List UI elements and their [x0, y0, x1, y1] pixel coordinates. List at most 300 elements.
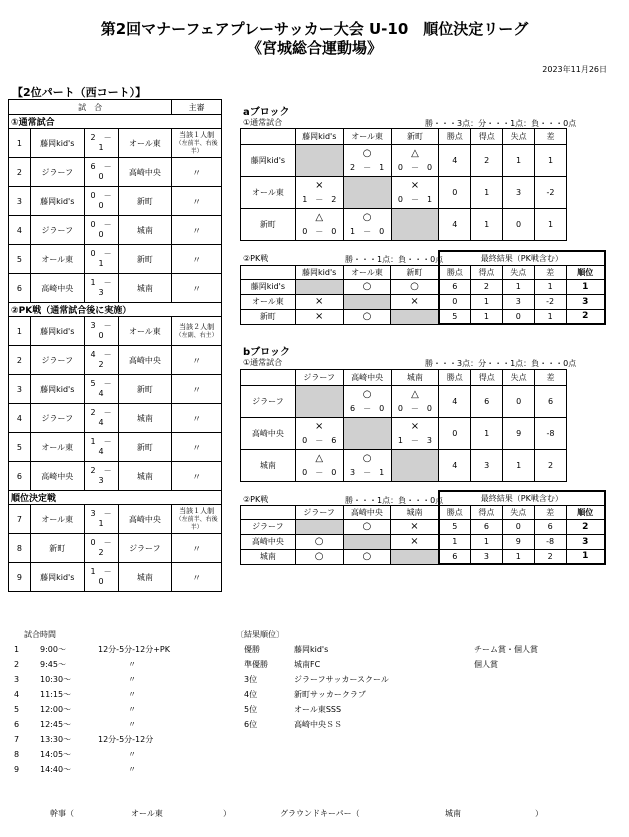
pk-result: × [391, 519, 439, 534]
final-stat: 1 [470, 534, 502, 549]
pk-result: ○ [343, 519, 391, 534]
away-team: オール東 [118, 317, 172, 346]
result-place: 6位 [244, 720, 258, 729]
match-score-cell [84, 129, 118, 158]
result-cell [391, 177, 439, 209]
schedule-number: 4 [14, 690, 20, 699]
block-a-normal-table [240, 128, 567, 241]
schedule-row [14, 702, 214, 717]
result-cell [391, 418, 439, 450]
self-match-cell [343, 418, 391, 450]
standings-row [241, 177, 567, 209]
stat-value: -2 [535, 177, 567, 209]
home-team: 藤岡kid's [30, 317, 84, 346]
result-cell [391, 386, 439, 418]
result-team: 高崎中央ＳＳ [294, 720, 342, 729]
stat-header: 得点 [471, 370, 503, 386]
team-header: 新町 [391, 129, 439, 145]
result-cell [343, 209, 391, 241]
match-score-cell [84, 534, 118, 563]
match-score-cell [84, 433, 118, 462]
self-match-cell [391, 209, 439, 241]
standings-row [241, 450, 567, 482]
match-score-cell [84, 274, 118, 303]
home-team: オール東 [30, 505, 84, 534]
stat-value: 4 [439, 209, 471, 241]
stat-value: 1 [471, 418, 503, 450]
result-symbol: △ [411, 389, 419, 400]
stat-value: 0 [503, 386, 535, 418]
match-score-cell [84, 404, 118, 433]
final-stat: 6 [439, 279, 471, 294]
schedule-format: 〃 [128, 660, 136, 669]
match-number: 6 [9, 462, 31, 491]
schedule-row [14, 747, 214, 762]
result-symbol: △ [315, 453, 324, 464]
self-match-cell [343, 177, 391, 209]
groundkeeper-label: グラウンドキーパー（ [280, 809, 360, 818]
pk-result: ○ [295, 549, 343, 564]
result-symbol: × [315, 421, 324, 432]
schedule-time: 14:40～ [40, 765, 72, 774]
corner-cell [241, 129, 296, 145]
team-header: ジラーフ [295, 370, 343, 386]
pk-row [241, 549, 606, 564]
block-b-pk-points: 勝・・・1点：負・・・0点 [345, 496, 444, 505]
stat-value: 1 [535, 209, 567, 241]
schedule-time: 13:30～ [40, 735, 72, 744]
self-match-cell [391, 309, 439, 324]
referee-cell [172, 346, 222, 375]
rank-header: 順位 [566, 505, 605, 519]
stat-value: 2 [535, 450, 567, 482]
schedule-number: 2 [14, 660, 20, 669]
final-rank: 3 [566, 534, 605, 549]
stat-header: 得点 [471, 129, 503, 145]
pk-result: ○ [343, 309, 391, 324]
result-team: 城南FC [294, 660, 321, 669]
referee-cell [172, 404, 222, 433]
result-cell [343, 145, 391, 177]
result-wrap [344, 145, 391, 176]
match-header: 試 合 [9, 100, 172, 115]
referee-header: 主審 [172, 100, 222, 115]
match-row [9, 433, 222, 462]
kanji-label: 幹事（ [50, 809, 74, 818]
referee-cell [172, 317, 222, 346]
results-label: 〔結果順位〕 [236, 630, 284, 639]
match-score: 2 － 3 [90, 466, 120, 485]
result-cell [295, 418, 343, 450]
result-row [244, 702, 604, 717]
stat-value: 1 [503, 450, 535, 482]
result-award [474, 687, 604, 702]
match-score-cell [84, 375, 118, 404]
stat-header: 勝点 [439, 129, 471, 145]
result-award: チーム賞・個人賞 [474, 645, 538, 654]
self-match-cell [295, 519, 343, 534]
away-team: 高崎中央 [118, 158, 172, 187]
result-row [244, 642, 604, 657]
pk-row [241, 309, 606, 324]
stat-header: 失点 [502, 265, 534, 279]
team-header: オール東 [343, 129, 391, 145]
final-stat: 3 [470, 549, 502, 564]
final-stat: 6 [470, 519, 502, 534]
final-stat: 1 [439, 534, 471, 549]
team-name: 高崎中央 [241, 418, 296, 450]
team-header: 城南 [391, 370, 439, 386]
standings-row [241, 386, 567, 418]
home-team: 藤岡kid's [30, 375, 84, 404]
match-number: 6 [9, 274, 31, 303]
referee: 〃 [192, 414, 202, 425]
away-team: 城南 [118, 274, 172, 303]
result-score: 6 － 0 [349, 404, 385, 413]
result-award: 個人賞 [474, 660, 498, 669]
result-wrap [392, 177, 439, 208]
stat-value: 1 [471, 209, 503, 241]
pk-result: × [295, 294, 343, 309]
stat-header: 得点 [470, 505, 502, 519]
self-match-cell [343, 534, 391, 549]
result-award [474, 672, 604, 687]
match-number: 7 [9, 505, 31, 534]
home-team: 藤岡kid's [30, 129, 84, 158]
stat-value: 1 [471, 177, 503, 209]
stat-value: -8 [535, 418, 567, 450]
team-header: ジラーフ [295, 505, 343, 519]
venue-title: 《宮城総合運動場》 [246, 39, 382, 57]
schedule-time: 14:05～ [40, 750, 72, 759]
away-team: 新町 [118, 187, 172, 216]
final-rank: 1 [566, 279, 605, 294]
result-team: 新町サッカークラブ [294, 690, 366, 699]
schedule-format: 〃 [128, 690, 136, 699]
match-score: 3 － 0 [90, 321, 120, 340]
referee: 〃 [192, 544, 202, 555]
schedule-time: 11:15～ [40, 690, 72, 699]
final-stat: 0 [439, 294, 471, 309]
stat-value: 0 [439, 177, 471, 209]
document-date: 2023年11月26日 [542, 65, 607, 74]
block-b-normal-label: ①通常試合 [243, 358, 283, 367]
away-team: ジラーフ [118, 534, 172, 563]
result-wrap [392, 145, 439, 176]
home-team: 藤岡kid's [30, 187, 84, 216]
match-schedule-table [8, 99, 222, 592]
result-row [244, 657, 604, 672]
home-team: オール東 [30, 245, 84, 274]
home-team: 高崎中央 [30, 462, 84, 491]
result-score: 0 － 0 [397, 163, 433, 172]
away-team: 城南 [118, 563, 172, 592]
referee-cell [172, 462, 222, 491]
result-row [244, 717, 604, 732]
away-team: 城南 [118, 404, 172, 433]
result-place: 5位 [244, 705, 258, 714]
stat-header: 勝点 [439, 370, 471, 386]
schedule-time: 12:45～ [40, 720, 72, 729]
schedule-format: 〃 [128, 675, 136, 684]
referee: 〃 [192, 443, 202, 454]
final-rank: 2 [566, 519, 605, 534]
home-team: オール東 [30, 433, 84, 462]
match-score: 6 － 0 [90, 162, 120, 181]
team-header: 藤岡kid's [295, 265, 343, 279]
away-team: 高崎中央 [118, 505, 172, 534]
result-score: 1 － 3 [397, 436, 433, 445]
result-team: ジラーフサッカースクール [294, 675, 389, 684]
result-symbol: ○ [362, 212, 372, 223]
final-stat: 3 [502, 294, 534, 309]
match-row [9, 462, 222, 491]
match-score-cell [84, 462, 118, 491]
result-cell [295, 177, 343, 209]
schedule-format: 〃 [128, 750, 136, 759]
match-score-cell [84, 317, 118, 346]
referee: 〃 [192, 573, 202, 584]
final-stat: 6 [439, 549, 471, 564]
match-row [9, 375, 222, 404]
standings-row [241, 209, 567, 241]
referee-cell [172, 129, 222, 158]
block-b-normal-points: 勝・・・3点：分・・・1点：負・・・0点 [425, 359, 577, 368]
referee-cell [172, 534, 222, 563]
pk-row [241, 534, 606, 549]
result-score: 0 － 6 [302, 436, 337, 445]
stat-header: 失点 [503, 370, 535, 386]
stat-header: 勝点 [439, 505, 471, 519]
referee-note: （左副、右主） [175, 331, 218, 339]
team-header: オール東 [343, 265, 391, 279]
result-place: 3位 [244, 675, 258, 684]
stat-value: 0 [439, 418, 471, 450]
final-rank: 3 [566, 294, 605, 309]
referee-cell [172, 433, 222, 462]
referee-cell [172, 216, 222, 245]
match-number: 8 [9, 534, 31, 563]
standings-row [241, 145, 567, 177]
final-result-header: 最終結果（PK戦含む） [439, 491, 605, 505]
result-score: 3 － 1 [349, 468, 385, 477]
referee-note: （左前半、右後半） [175, 515, 218, 531]
result-cell [295, 209, 343, 241]
final-stat: 1 [502, 279, 534, 294]
pk-result: ○ [391, 279, 439, 294]
result-wrap [344, 450, 391, 481]
final-rank: 2 [566, 309, 605, 324]
stat-value: 0 [503, 209, 535, 241]
final-stat: 2 [471, 279, 503, 294]
result-wrap [344, 209, 391, 240]
block-b-title: bブロック [243, 347, 290, 358]
home-team: 藤岡kid's [30, 563, 84, 592]
match-score: 2 － 1 [90, 133, 120, 152]
schedule-row [14, 657, 214, 672]
match-score: 1 － 4 [90, 437, 120, 456]
stat-header: 差 [535, 129, 567, 145]
match-number: 1 [9, 129, 31, 158]
result-place: 4位 [244, 690, 258, 699]
stat-header: 差 [535, 370, 567, 386]
block-a-normal-label: ①通常試合 [243, 118, 283, 127]
schedule-time: 10:30～ [40, 675, 72, 684]
corner-cell [241, 370, 296, 386]
block-a-pk-points: 勝・・・1点：負・・・0点 [345, 255, 444, 264]
away-team: 新町 [118, 245, 172, 274]
match-number: 3 [9, 375, 31, 404]
schedule-row [14, 687, 214, 702]
referee-cell [172, 563, 222, 592]
pk-result: × [295, 309, 343, 324]
kanji-close: ） [223, 809, 231, 818]
self-match-cell [295, 145, 343, 177]
result-score: 2 － 1 [350, 163, 385, 172]
home-team: ジラーフ [30, 216, 84, 245]
stat-value: 1 [503, 145, 535, 177]
result-row [244, 672, 604, 687]
match-number: 3 [9, 187, 31, 216]
pk-row [241, 519, 606, 534]
referee: 当該１人制 [179, 506, 215, 515]
self-match-cell [391, 549, 439, 564]
block-a-normal-points: 勝・・・3点：分・・・1点：負・・・0点 [425, 119, 577, 128]
result-wrap [392, 386, 439, 417]
match-score-cell [84, 158, 118, 187]
schedule-time: 9:00～ [40, 645, 66, 654]
result-symbol: × [410, 421, 420, 432]
referee: 〃 [192, 356, 202, 367]
self-match-cell [343, 294, 391, 309]
away-team: 城南 [118, 462, 172, 491]
stat-header: 差 [534, 265, 566, 279]
referee: 〃 [192, 226, 202, 237]
final-stat: 1 [534, 309, 566, 324]
referee: 当該２人制 [179, 322, 215, 331]
pk-result: ○ [343, 279, 391, 294]
team-name: ジラーフ [241, 519, 296, 534]
match-row [9, 129, 222, 158]
result-wrap [392, 418, 439, 449]
stat-value: 6 [535, 386, 567, 418]
match-score-cell [84, 245, 118, 274]
pk-row [241, 294, 606, 309]
match-number: 2 [9, 346, 31, 375]
match-score: 4 － 2 [90, 350, 120, 369]
pk-spacer [241, 251, 439, 265]
referee: 〃 [192, 197, 202, 208]
match-score: 0 － 1 [90, 249, 120, 268]
result-place: 準優勝 [244, 660, 268, 669]
stat-value: 3 [471, 450, 503, 482]
referee: 〃 [192, 284, 202, 295]
match-score-cell [84, 346, 118, 375]
pk-result: × [391, 534, 439, 549]
schedule-time: 9:45～ [40, 660, 66, 669]
part-title: 【2位パート（西コート）】 [12, 86, 147, 99]
team-name: 高崎中央 [241, 534, 296, 549]
final-stat: 5 [439, 309, 471, 324]
match-row [9, 404, 222, 433]
stat-value: 9 [503, 418, 535, 450]
result-wrap [296, 209, 343, 240]
referee-cell [172, 505, 222, 534]
home-team: 新町 [30, 534, 84, 563]
match-row [9, 216, 222, 245]
schedule-number: 3 [14, 675, 20, 684]
result-award [474, 702, 604, 717]
match-number: 9 [9, 563, 31, 592]
match-row [9, 346, 222, 375]
stat-value: 4 [439, 450, 471, 482]
away-team: 高崎中央 [118, 346, 172, 375]
team-name: 新町 [241, 309, 296, 324]
team-name: ジラーフ [241, 386, 296, 418]
schedule-row [14, 762, 214, 777]
schedule-row [14, 672, 214, 687]
match-score-cell [84, 216, 118, 245]
result-cell [343, 450, 391, 482]
match-score: 0 － 2 [90, 538, 120, 557]
result-team: オール東SSS [294, 705, 342, 714]
away-team: 新町 [118, 375, 172, 404]
referee: 〃 [192, 385, 202, 396]
referee: 〃 [192, 168, 202, 179]
team-name: 城南 [241, 450, 296, 482]
result-score: 0 － 0 [302, 468, 337, 477]
result-cell [343, 386, 391, 418]
final-stat: 6 [534, 519, 566, 534]
home-team: ジラーフ [30, 346, 84, 375]
schedule-row [14, 732, 214, 747]
page-title: 第2回マナーフェアプレーサッカー大会 U-10 順位決定リーグ [100, 20, 529, 38]
away-team: 新町 [118, 433, 172, 462]
result-wrap [296, 177, 343, 208]
referee-cell [172, 187, 222, 216]
schedule-number: 7 [14, 735, 20, 744]
result-wrap [296, 450, 343, 481]
schedule-row [14, 717, 214, 732]
rank-header: 順位 [566, 265, 605, 279]
match-row [9, 534, 222, 563]
team-name: オール東 [241, 177, 296, 209]
results-table [244, 642, 604, 732]
corner-cell [241, 265, 296, 279]
match-score: 2 － 4 [90, 408, 120, 427]
stat-header: 勝点 [439, 265, 471, 279]
final-stat: 1 [471, 309, 503, 324]
match-number: 4 [9, 216, 31, 245]
home-team: ジラーフ [30, 158, 84, 187]
team-header: 藤岡kid's [295, 129, 343, 145]
team-header: 高崎中央 [343, 505, 391, 519]
self-match-cell [295, 279, 343, 294]
match-row [9, 505, 222, 534]
referee-cell [172, 245, 222, 274]
match-score: 5 － 4 [90, 379, 120, 398]
block-a-title: aブロック [243, 107, 290, 118]
final-result-header: 最終結果（PK戦含む） [439, 251, 605, 265]
schedule-table [14, 642, 214, 777]
team-name: オール東 [241, 294, 296, 309]
schedule-number: 5 [14, 705, 20, 714]
team-name: 新町 [241, 209, 296, 241]
match-score-cell [84, 563, 118, 592]
result-symbol: × [315, 180, 324, 191]
result-score: 1 － 0 [350, 227, 385, 236]
away-team: オール東 [118, 129, 172, 158]
